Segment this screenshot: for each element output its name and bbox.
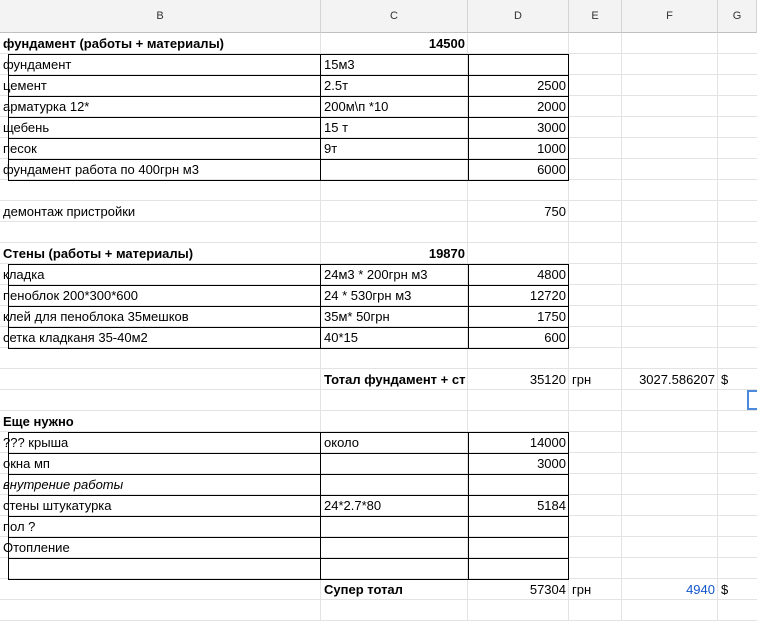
item-note[interactable]: 15м3 xyxy=(324,57,355,72)
section-title-walls[interactable]: Стены (работы + материалы) xyxy=(3,246,194,261)
section-title-foundation[interactable]: фундамент (работы + материалы) xyxy=(3,36,224,51)
super-total-value-uah[interactable]: 57304 xyxy=(529,582,566,597)
item-label[interactable]: цемент xyxy=(3,78,47,93)
cell-border xyxy=(8,348,569,349)
item-amount[interactable]: 3000 xyxy=(537,456,566,471)
cell-border xyxy=(8,180,569,181)
currency-label-usd[interactable]: $ xyxy=(721,582,729,597)
total-label[interactable]: Тотал фундамент + ст xyxy=(324,372,466,387)
item-label[interactable]: фундамент работа по 400грн м3 xyxy=(3,162,199,177)
item-note[interactable]: 9т xyxy=(324,141,338,156)
total-value-uah[interactable]: 35120 xyxy=(529,372,566,387)
item-amount[interactable]: 6000 xyxy=(537,162,566,177)
item-amount[interactable]: 2000 xyxy=(537,99,566,114)
selected-cell-indicator xyxy=(747,390,757,410)
item-note[interactable]: 40*15 xyxy=(324,330,358,345)
column-header-C[interactable]: C xyxy=(321,0,468,33)
item-label[interactable]: стены штукатурка xyxy=(3,498,112,513)
super-total-value-usd[interactable]: 4940 xyxy=(686,582,715,597)
item-amount[interactable]: 12720 xyxy=(529,288,566,303)
grid-column-line xyxy=(621,33,622,621)
item-label[interactable]: фундамент xyxy=(3,57,72,72)
currency-label-uah[interactable]: грн xyxy=(572,372,592,387)
item-amount[interactable]: 4800 xyxy=(537,267,566,282)
item-note[interactable]: около xyxy=(324,435,359,450)
item-note[interactable]: 24м3 * 200грн м3 xyxy=(324,267,428,282)
item-label[interactable]: демонтаж пристройки xyxy=(3,204,136,219)
item-amount[interactable]: 14000 xyxy=(529,435,566,450)
column-header-E[interactable]: E xyxy=(569,0,622,33)
item-note[interactable]: 24 * 530грн м3 xyxy=(324,288,412,303)
column-header-D[interactable]: D xyxy=(468,0,569,33)
total-value-usd[interactable]: 3027.586207 xyxy=(639,372,715,387)
item-label[interactable]: пеноблок 200*300*600 xyxy=(3,288,138,303)
item-amount[interactable]: 1000 xyxy=(537,141,566,156)
item-label[interactable]: щебень xyxy=(3,120,50,135)
item-amount[interactable]: 5184 xyxy=(537,498,566,513)
item-label[interactable]: пол ? xyxy=(3,519,36,534)
column-header-G[interactable]: G xyxy=(718,0,757,33)
item-note[interactable]: 35м* 50грн xyxy=(324,309,390,324)
item-label[interactable]: кладка xyxy=(3,267,45,282)
grid-column-line xyxy=(717,33,718,621)
item-label[interactable]: Отопление xyxy=(3,540,70,555)
column-header-B[interactable]: B xyxy=(0,0,321,33)
item-label[interactable]: окна мп xyxy=(3,456,50,471)
item-label[interactable]: песок xyxy=(3,141,37,156)
item-amount[interactable]: 3000 xyxy=(537,120,566,135)
item-label[interactable]: клей для пеноблока 35мешков xyxy=(3,309,189,324)
item-label[interactable]: ??? крыша xyxy=(3,435,69,450)
subsection-label[interactable]: внутрение работы xyxy=(3,477,124,492)
super-total-label[interactable]: Супер тотал xyxy=(324,582,403,597)
currency-label-uah[interactable]: грн xyxy=(572,582,592,597)
item-label[interactable]: арматурка 12* xyxy=(3,99,90,114)
section-title-remaining[interactable]: Еще нужно xyxy=(3,414,74,429)
item-amount[interactable]: 600 xyxy=(544,330,566,345)
cell-border xyxy=(8,558,569,559)
item-note[interactable]: 24*2.7*80 xyxy=(324,498,382,513)
item-label[interactable]: сетка кладканя 35-40м2 xyxy=(3,330,148,345)
item-note[interactable]: 15 т xyxy=(324,120,349,135)
item-amount[interactable]: 750 xyxy=(544,204,566,219)
item-amount[interactable]: 1750 xyxy=(537,309,566,324)
item-amount[interactable]: 2500 xyxy=(537,78,566,93)
item-note[interactable]: 200м\п *10 xyxy=(324,99,389,114)
item-note[interactable]: 2.5т xyxy=(324,78,349,93)
walls-total-value[interactable]: 19870 xyxy=(428,246,465,261)
column-header-F[interactable]: F xyxy=(622,0,718,33)
currency-label-usd[interactable]: $ xyxy=(721,372,729,387)
foundation-total-value[interactable]: 14500 xyxy=(428,36,465,51)
